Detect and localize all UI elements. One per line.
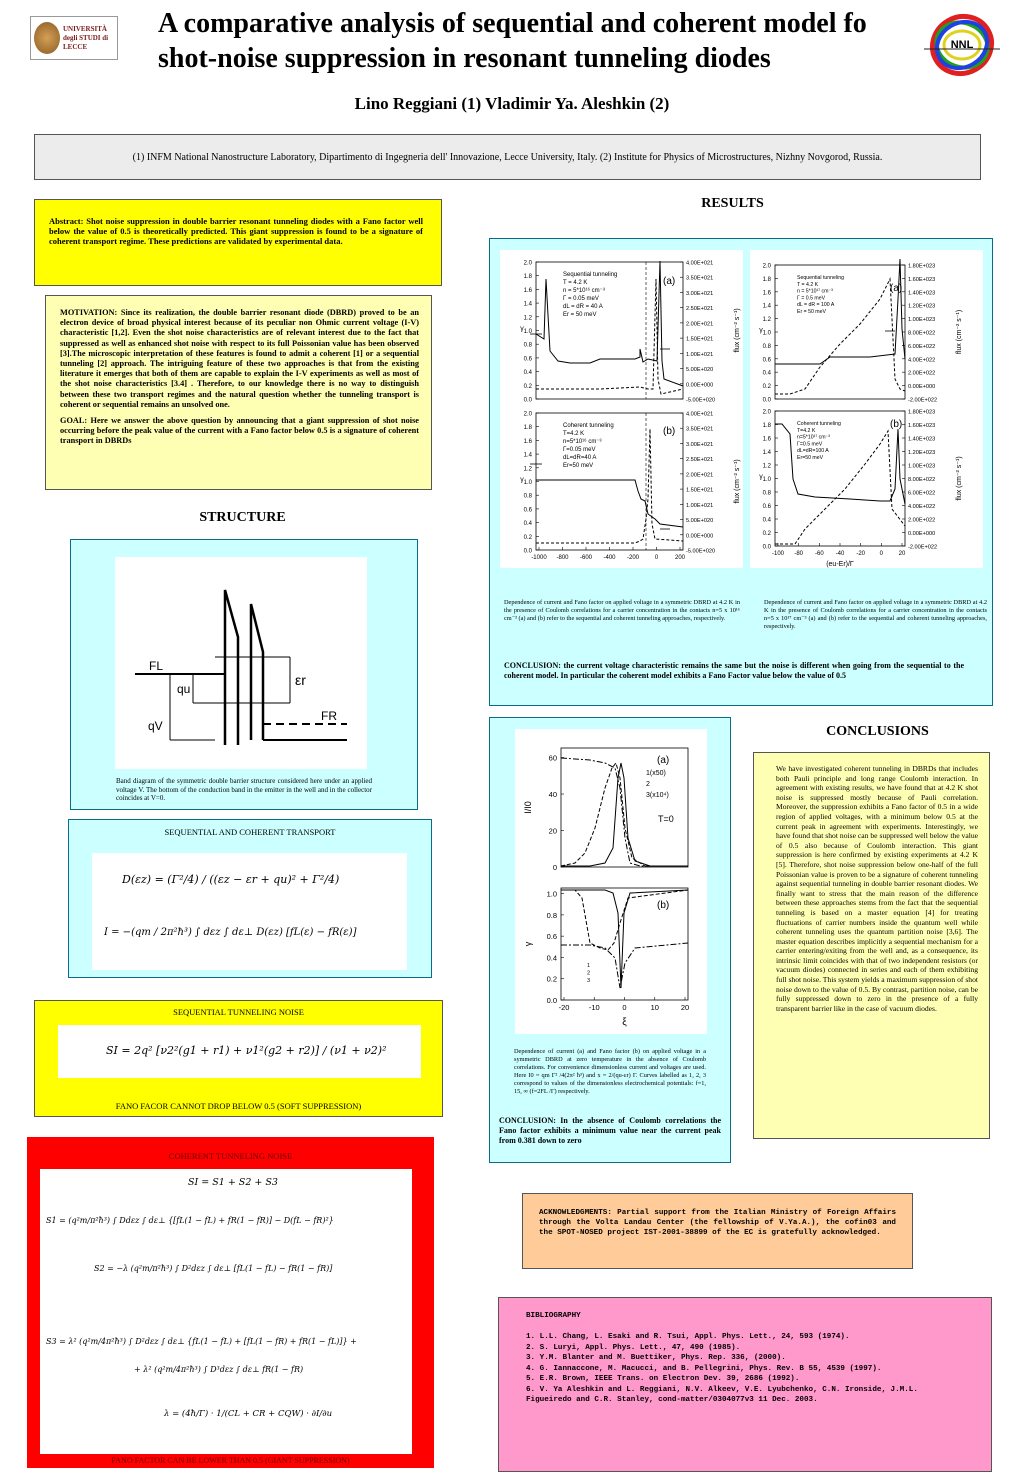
- y-tick-label: 0.2: [762, 384, 771, 391]
- goal-text: GOAL: Here we answer the above question by announcing that a giant suppression of shot noise occurring before the peak value of the current with a Fano factor below 0.5 is a signature of coherent transport in DBRDs: [60, 416, 419, 446]
- coh-noise-title: COHERENT TUNNELING NOISE: [168, 1151, 293, 1161]
- y-tick-label: 60: [548, 753, 557, 763]
- y-axis-label: I/I0: [523, 801, 533, 814]
- coh-eq-3: S3 = λ² (q²m/4π²ħ³) ∫ D²dεz ∫ dε⊥ {fL(1 − fL) + [fL(1 − fR) + fR(1 − fL)]} +: [46, 1337, 357, 1346]
- motivation-text: MOTIVATION: Since its realization, the double barrier resonant diode (DBRD) proved to be an electron device of broad physical interest because of its peculiar non Ohmic current voltage (I-V) characteristic [1,2]. Even the shot noise characteristics are of relevant interest due to the fact that suppressed as well as enhanced shot noise with respect to its full Poissonian value has been observed [3].The microscopic interpretation of these features is found to admit a coherent [1] or a sequential tunneling [2] approach. The intriguing feature of these two approaches is that from the existing literature it emerges that both of them are capable to explain the I-V experiments as well as most of the shot noise characteristics [3.4] . Therefore, to our knowledge there is no way to distinguish between these two transport regimes and the natural question whether the tunneling transport is coherent or sequential remains an unsolved one.: [60, 308, 419, 409]
- y-tick-label: 0.8: [523, 493, 532, 500]
- fl-label: FL: [149, 659, 164, 673]
- legend-entry: n=5*10¹⁶ cm⁻³: [563, 439, 602, 445]
- y2-tick-label: 8.00E+022: [908, 330, 936, 337]
- y2-tick-label: -5.00E+020: [686, 397, 716, 404]
- seq-noise-title: SEQUENTIAL TUNNELING NOISE: [173, 1007, 304, 1017]
- y2-tick-label: 6.00E+022: [908, 490, 936, 497]
- legend-entry: Er = 50 meV: [563, 312, 597, 318]
- poster-title: A comparative analysis of sequential and coherent model fo shot-noise suppression in resonant tunneling diodes: [158, 8, 867, 74]
- x-tick-label: -20: [558, 1003, 570, 1012]
- panel-b-left: (b): [663, 426, 676, 437]
- y-tick-label: 0.4: [523, 370, 532, 377]
- legend-entry: dL=dR=100 A: [797, 448, 829, 455]
- y2-tick-label: 4.00E+022: [908, 357, 936, 364]
- y2-tick-label: 8.00E+022: [908, 477, 936, 483]
- legend-entry: n = 5*10¹⁶ cm⁻³: [563, 288, 605, 294]
- y-tick-label: 0.8: [546, 910, 557, 920]
- conclusions-text: We have investigated coherent tunneling in DBRDs that includes both Pauli principle and long range Coulomb interaction. In agreement with existing results, we have found that at 4.2 K shot noise is suppressed mostly because of Pauli correlation. Moreover, the suppression exhibits a Fano factor of 0.5 in a wide region of applied voltages, with a minimum below 0.5 at the current peak in agreement with experiments. Interestingly, we have found that shot noise can be suppressed well below the value of 0.5 also because of Coulomb interaction. This giant suppression is here confirmed by existing experiments at 4.2 K [5]. Therefore, shot noise suppression below one-half of the full Poissonian value is proven to be a signature of coherent tunneling against sequential tunneling in double barrier resonant diodes. We finally want to stress that the main reason of the difference between these approaches stems from the fact that the sequential tunneling is based on a master equation [4] for treating fluctuations of carrier numbers inside the quantum well while coherent tunneling uses the quantum partition noise [3,6]. The master equation describes implicitly a sequential mechanism for a carrier entering/exiting from the well and, as a consequence, its intrinsic limit coincides with that of two independent resistors (or vacuum diodes) connected in series and each of them exhibiting full shot noise. This system yields a maximum suppression of shot noise down to the value of 0.5. By contrast, partition noise, can be fully suppressed down to zero in the presence of a fully transparent barrier like in the case of vacuum diodes.: [776, 764, 978, 1013]
- y-tick-label: 0.2: [546, 974, 557, 984]
- y2-axis-label: flux (cm⁻² s⁻¹): [956, 309, 963, 355]
- legend-entry: T = 4.2 K: [797, 281, 819, 288]
- y-tick-label: 40: [548, 790, 557, 800]
- legend-entry: 3(x10⁴): [646, 792, 669, 799]
- authors: Lino Reggiani (1) Vladimir Ya. Aleshkin (2): [354, 94, 670, 113]
- qu-label: qu: [177, 682, 191, 696]
- x-axis-label: ξ: [622, 1017, 627, 1028]
- y2-tick-label: 1.50E+021: [686, 336, 714, 343]
- y-tick-label: 0.0: [523, 397, 532, 404]
- y-tick-label: 0.6: [762, 504, 771, 510]
- y2-tick-label: 3.50E+021: [686, 426, 714, 433]
- y-tick-label: 1.4: [762, 450, 771, 456]
- panel-a-zero: (a): [657, 755, 670, 766]
- abstract-box: [34, 199, 442, 286]
- y2-tick-label: 1.00E+021: [686, 351, 714, 358]
- y-tick-label: 0.8: [523, 342, 532, 349]
- chart-right-bottom: [775, 411, 905, 546]
- x-tick-label: -80: [794, 551, 804, 557]
- y-tick-label: 0: [552, 863, 557, 872]
- results-chart-svg: [490, 239, 992, 579]
- bibliography-title: BIBLIOGRAPHY: [526, 1312, 581, 1320]
- panel-a-left: (a): [663, 276, 676, 287]
- bibliography-list: [526, 1332, 966, 1406]
- band-diagram: [115, 557, 367, 769]
- results-conclusion: CONCLUSION: the current voltage characteristic remains the same but the noise is different when going from the sequential to the coherent model. In particular the coherent model exhibits a Fano Factor value below the value of 0.5: [504, 661, 964, 680]
- transport-box: [68, 819, 432, 978]
- x-tick-label: -600: [579, 555, 593, 561]
- seq-noise-equation-area: [58, 1025, 421, 1078]
- coh-noise-footer: FANO FACTOR CAN BE LOWER THAN 0.5 (GIANT SUPPRESSION): [111, 1456, 350, 1465]
- legend-entry: Sequential tunneling: [797, 275, 845, 281]
- legend-entry: T=4.2 K: [797, 427, 816, 434]
- results-box: [489, 238, 993, 706]
- y2-tick-label: 2.00E+021: [686, 472, 714, 479]
- structure-title: STRUCTURE: [199, 510, 286, 525]
- y-tick-label: 0.4: [523, 521, 532, 528]
- chart-left-bottom: [530, 413, 683, 550]
- y2-tick-label: 1.80E+023: [908, 409, 936, 416]
- y-tick-label: 1.8: [523, 274, 532, 281]
- y2-tick-label: -5.00E+020: [686, 548, 716, 555]
- y2-tick-label: 3.00E+021: [686, 290, 714, 297]
- results-caption-right: Dependence of current and Fano factor on applied voltage in a symmetric DBRD at 4.2 K in the presence of Coulomb correlations for a carrier concentration in the contacts n=5 x 10¹⁷ cm⁻³ (a) and (b) refer to the sequential and coherent tunneling approaches, respectively.: [764, 599, 987, 630]
- x-tick-label: 20: [680, 1003, 690, 1012]
- x-tick-label: 0: [622, 1003, 627, 1012]
- y-tick-label: 0.0: [546, 996, 557, 1005]
- y-tick-label: 1.2: [762, 317, 771, 324]
- legend-entry: Coherent tunneling: [563, 423, 614, 429]
- affiliations: (1) INFM National Nanostructure Laboratory, Dipartimento di Ingegneria dell' Innovazione, Lecce University, Italy. (2) Institute for Physics of Microstructures, Nizhny Novgorod, Russia.: [34, 134, 981, 180]
- x-tick-label: -10: [588, 1003, 600, 1012]
- x-tick-label: -200: [626, 555, 640, 561]
- y-tick-label: 0.0: [762, 397, 771, 404]
- legend-entry: Sequential tunneling: [563, 272, 618, 278]
- y-tick-label: 0.4: [762, 517, 771, 524]
- abstract-text: Abstract: Shot noise suppression in double barrier resonant tunneling diodes with a Fano factor well below the value of 0.5 is theoretically predicted. This giant suppression is found to be a signature of coherent transport regime. These predictions are validated by experimental data.: [49, 216, 423, 247]
- bibliography-item: 4. G. Iannaccone, M. Macucci, and B. Pellegrini, Phys. Rev. B 55, 4539 (1997).: [526, 1364, 882, 1373]
- structure-box: [70, 539, 418, 810]
- y2-tick-label: 1.60E+023: [908, 423, 936, 429]
- y-tick-label: 1.0: [762, 330, 771, 337]
- coh-eq-2: S2 = −λ (q²m/π²ħ³) ∫ D²dεz ∫ dε⊥ [fL(1 − fL) − fR(1 − fR)]: [94, 1264, 333, 1273]
- y2-tick-label: -2.00E+022: [908, 397, 938, 404]
- qv-label: qV: [148, 719, 163, 733]
- y2-tick-label: 4.00E+021: [686, 260, 714, 267]
- y2-tick-label: 4.00E+022: [908, 504, 936, 510]
- y-tick-label: 1.2: [762, 463, 771, 470]
- y-tick-label: 0.6: [762, 357, 771, 364]
- y2-tick-label: 1.00E+023: [908, 317, 936, 324]
- nnl-logo: [924, 12, 1000, 78]
- y-tick-label: 0.6: [546, 932, 557, 942]
- coh-noise-equation-area: [40, 1169, 412, 1454]
- y-tick-label: 1.4: [762, 303, 771, 310]
- acknowledgments-box: [522, 1193, 913, 1269]
- legend-entry: dL=dR=40 A: [563, 455, 597, 461]
- current-equation: I = −(qm / 2π²ħ³) ∫ dεz ∫ dε⊥ D(εz) [fL(ε) − fR(ε)]: [104, 927, 357, 938]
- legend-entry: Γ=0.5 meV: [797, 441, 823, 448]
- coh-eq-5: λ = (4ħ/Γ) · 1/(CL + CR + CQW) · ∂I/∂u: [164, 1409, 333, 1419]
- panel-a-right: (a): [890, 283, 903, 294]
- y-tick-label: 0.4: [546, 953, 557, 963]
- x-tick-label: 200: [674, 555, 686, 561]
- seq-noise-equation: SI = 2q² [ν2²(g1 + r1) + ν1²(g2 + r2)] / (ν1 + ν2)²: [106, 1044, 387, 1057]
- transmission-equation: D(εz) = (Γ²/4) / ((εz − εr + qu)² + Γ²/4): [122, 873, 340, 886]
- legend-entry: T = 4.2 K: [563, 280, 588, 286]
- transport-title: SEQUENTIAL AND COHERENT TRANSPORT: [164, 827, 336, 837]
- legend-entry: T=4.2 K: [563, 431, 585, 437]
- y2-tick-label: 0.00E+000: [686, 382, 714, 389]
- bibliography-item: 2. S. Luryi, Appl. Phys. Lett., 47, 490 (1985).: [526, 1343, 741, 1352]
- bibliography-item: 1. L.L. Chang, L. Esaki and R. Tsui, Appl. Phys. Lett., 24, 593 (1974).: [526, 1333, 850, 1341]
- y-tick-label: 0.8: [762, 343, 771, 350]
- annotation: T=0: [658, 814, 674, 824]
- y2-tick-label: 2.50E+021: [686, 306, 714, 313]
- legend-entry: Er=50 meV: [563, 463, 594, 469]
- x-tick-label: -800: [556, 555, 569, 561]
- y-tick-label: 1.0: [762, 477, 771, 483]
- y-tick-label: 0.2: [762, 531, 771, 537]
- y-tick-label: 0.8: [762, 490, 771, 497]
- zero-temp-caption: Dependence of current (a) and Fano factor (b) on applied voltage in a symmetric DBRD at zero temperature in the absence of Coulomb correlations. For convenience dimensionless current and voltages are used. Here I0 = qm Γ² /4(2π² ħ³) and x = 2/(qu-εr) Γ. Curves labelled as 1, 2, 3 correspond to values of the dimensionless electrochemical potentials: f=1, 15, ∞ (f=2FL /Γ) respectively.: [514, 1048, 706, 1096]
- y2-tick-label: 1.20E+023: [908, 303, 936, 310]
- y-axis-label: γ: [520, 476, 524, 484]
- y-tick-label: 1.2: [523, 315, 532, 322]
- y2-axis-label: flux (cm⁻² s⁻¹): [956, 456, 963, 501]
- y-tick-label: 20: [548, 826, 557, 836]
- y-tick-label: 1.0: [523, 329, 532, 335]
- y2-tick-label: -2.00E+022: [908, 544, 938, 551]
- legend-entry: 2: [646, 781, 650, 788]
- y-axis-label: γ: [759, 327, 763, 334]
- y-tick-label: 1.0: [546, 889, 557, 899]
- crest-icon: [34, 22, 60, 54]
- legend-entry: 1: [587, 963, 591, 969]
- legend-entry: 1(x50): [646, 770, 666, 777]
- y-tick-label: 1.6: [762, 290, 771, 297]
- zero-temp-chart-a: [561, 748, 688, 867]
- y2-tick-label: 1.80E+023: [908, 263, 936, 270]
- x-tick-label: 0: [879, 551, 884, 557]
- conclusions-box: [753, 752, 990, 1139]
- y-tick-label: 0.4: [762, 370, 771, 377]
- y2-tick-label: 0.00E+000: [908, 384, 936, 391]
- bibliography-box: [498, 1297, 992, 1472]
- conclusions-title: CONCLUSIONS: [826, 724, 929, 739]
- coh-eq-0: SI = S1 + S2 + S3: [188, 1177, 278, 1188]
- zero-temp-conclusion: CONCLUSION: In the absence of Coulomb correlations the Fano factor exhibits a minimum value near the current peak from 0.381 down to zero: [499, 1116, 721, 1145]
- y-tick-label: 2.0: [523, 411, 532, 418]
- legend-entry: n = 5*10¹⁷ cm⁻³: [797, 288, 833, 295]
- y-tick-label: 1.8: [523, 425, 532, 432]
- y2-tick-label: 2.00E+022: [908, 370, 936, 377]
- y2-tick-label: 5.00E+020: [686, 518, 714, 525]
- y2-tick-label: 2.00E+022: [908, 517, 936, 524]
- x-tick-label: -40: [835, 551, 845, 557]
- fr-label: FR: [321, 709, 337, 723]
- y-tick-label: 1.2: [523, 466, 532, 473]
- legend-entry: 3: [587, 978, 591, 984]
- results-caption-left: Dependence of current and Fano factor on applied voltage in a symmetric DBRD at 4.2 K in the presence of Coulomb correlations for a carrier concentration in the contacts n=5 x 10¹⁶ cm⁻³ (a) and (b) refer to the sequential and coherent tunneling approaches, respectively.: [504, 599, 740, 622]
- results-title: RESULTS: [701, 196, 764, 211]
- y2-axis-label: flux (cm⁻² s⁻¹): [734, 308, 741, 353]
- y-tick-label: 0.2: [523, 383, 532, 390]
- y-tick-label: 0.2: [523, 534, 532, 541]
- structure-caption: Band diagram of the symmetric double barrier structure considered here under an applied voltage V. The bottom of the conduction band in the emitter in the well and in the collector coincides at V=0.: [116, 777, 372, 802]
- y2-tick-label: 5.00E+020: [686, 367, 714, 374]
- nnl-logo-text: NNL: [950, 39, 974, 51]
- y2-tick-label: 0.00E+000: [686, 533, 714, 540]
- y2-tick-label: 3.50E+021: [686, 275, 714, 282]
- x-tick-label: 10: [650, 1003, 659, 1012]
- y-tick-label: 2.0: [523, 260, 532, 267]
- coh-eq-1: S1 = (q²m/π²ħ³) ∫ Ddεz ∫ dε⊥ {[fL(1 − fL) + fR(1 − fR)] − D(fL − fR)²}: [46, 1216, 334, 1225]
- x-tick-label: -100: [771, 551, 785, 557]
- y-tick-label: 1.6: [523, 438, 532, 445]
- legend-entry: dL = dR = 100 A: [797, 302, 835, 309]
- y-tick-label: 1.6: [762, 436, 771, 443]
- x-tick-label: 0: [654, 555, 659, 561]
- y-axis-label: γ: [523, 941, 533, 947]
- legend-entry: Er = 50 meV: [797, 309, 826, 315]
- y2-tick-label: 0.00E+000: [908, 531, 936, 537]
- y-tick-label: 1.8: [762, 423, 771, 429]
- legend-entry: Γ = 0.05 meV: [563, 296, 599, 302]
- x-tick-label: -20: [856, 551, 866, 557]
- seq-noise-footer: FANO FACOR CANNOT DROP BELOW 0.5 (SOFT SUPPRESSION): [115, 1101, 362, 1111]
- chart-left-top: [530, 261, 683, 399]
- x-axis-label: (eu-Er)/Γ: [826, 561, 854, 568]
- y-tick-label: 2.0: [762, 263, 771, 270]
- university-logo: [30, 16, 118, 60]
- y-tick-label: 0.0: [762, 544, 771, 551]
- y-tick-label: 0.6: [523, 356, 532, 363]
- legend-entry: Γ=0.05 meV: [563, 447, 596, 453]
- motivation-box: [45, 295, 432, 490]
- panel-b-zero: (b): [657, 900, 670, 911]
- y-tick-label: 0.0: [523, 548, 532, 555]
- y-axis-label: γ: [759, 473, 763, 481]
- y2-axis-label: flux (cm⁻² s⁻¹): [734, 459, 741, 504]
- coh-noise-box: [27, 1137, 434, 1468]
- y2-tick-label: 4.00E+021: [686, 411, 714, 418]
- zero-temp-box: [489, 717, 731, 1163]
- y-tick-label: 1.0: [523, 480, 532, 486]
- legend-entry: Er=50 meV: [797, 455, 824, 461]
- bibliography-item: 3. Y.M. Blanter and M. Buettiker, Phys. Rep. 336, (2000).: [526, 1354, 786, 1362]
- bibliography-item: 5. E.R. Brown, IEEE Trans. on Electron Dev. 39, 2686 (1992).: [526, 1375, 800, 1383]
- y-axis-label: γ: [520, 325, 524, 333]
- coh-eq-4: + λ² (q²m/4π²ħ³) ∫ D³dεz ∫ dε⊥ fR(1 − fR): [134, 1365, 304, 1374]
- transport-equations: [92, 853, 407, 970]
- y2-tick-label: 1.40E+023: [908, 290, 936, 297]
- y2-tick-label: 2.00E+021: [686, 321, 714, 328]
- zero-temp-chart-b: [561, 888, 688, 1000]
- er-label: εr: [295, 672, 306, 688]
- y2-tick-label: 6.00E+022: [908, 343, 936, 350]
- y-tick-label: 1.6: [523, 287, 532, 294]
- y-tick-label: 0.6: [523, 507, 532, 514]
- zero-temp-chart-svg: [490, 718, 730, 1048]
- x-tick-label: -400: [603, 555, 616, 561]
- y2-tick-label: 1.00E+023: [908, 463, 936, 470]
- legend-entry: Γ = 0.5 meV: [797, 295, 826, 302]
- legend-entry: dL = dR = 40 A: [563, 304, 603, 310]
- y2-tick-label: 1.40E+023: [908, 436, 936, 443]
- y2-tick-label: 3.00E+021: [686, 441, 714, 448]
- seq-noise-box: [34, 1000, 443, 1117]
- x-tick-label: 20: [898, 551, 906, 557]
- university-logo-text: UNIVERSITÀ degli STUDI di LECCE: [63, 24, 109, 51]
- y-tick-label: 1.8: [762, 276, 771, 283]
- acknowledgments-text: ACKNOWLEDGMENTS: Partial support from the Italian Ministry of Foreign Affairs through the Volta Landau Center (the fellowship of V.Ya.A.), the cofin03 and the SPOT-NOSED project IST-2001-38899 of the EC is gratefully acknowledged.: [539, 1209, 896, 1237]
- x-tick-label: -1000: [531, 555, 547, 561]
- legend-entry: Coherent tunneling: [797, 421, 841, 427]
- y2-tick-label: 1.50E+021: [686, 487, 714, 494]
- y2-tick-label: 2.50E+021: [686, 457, 714, 464]
- y-tick-label: 1.4: [523, 301, 532, 308]
- y2-tick-label: 1.20E+023: [908, 450, 936, 456]
- y-tick-label: 2.0: [762, 409, 771, 416]
- y2-tick-label: 1.00E+021: [686, 502, 714, 509]
- x-tick-label: -60: [814, 551, 824, 557]
- panel-b-right: (b): [890, 419, 903, 430]
- y2-tick-label: 1.60E+023: [908, 276, 936, 283]
- y-tick-label: 1.4: [523, 452, 532, 459]
- legend-entry: n=5*10¹⁷ cm⁻³: [797, 434, 831, 441]
- bibliography-item: 6. V. Ya Aleshkin and L. Reggiani, N.V. Alkeev, V.E. Lyubchenko, C.N. Ironside, J.M.L. Figueiredo and C.R. Stanley, cond-matter/0304077v3 11 Dec. 2003.: [526, 1385, 918, 1404]
- legend-entry: 2: [587, 970, 591, 977]
